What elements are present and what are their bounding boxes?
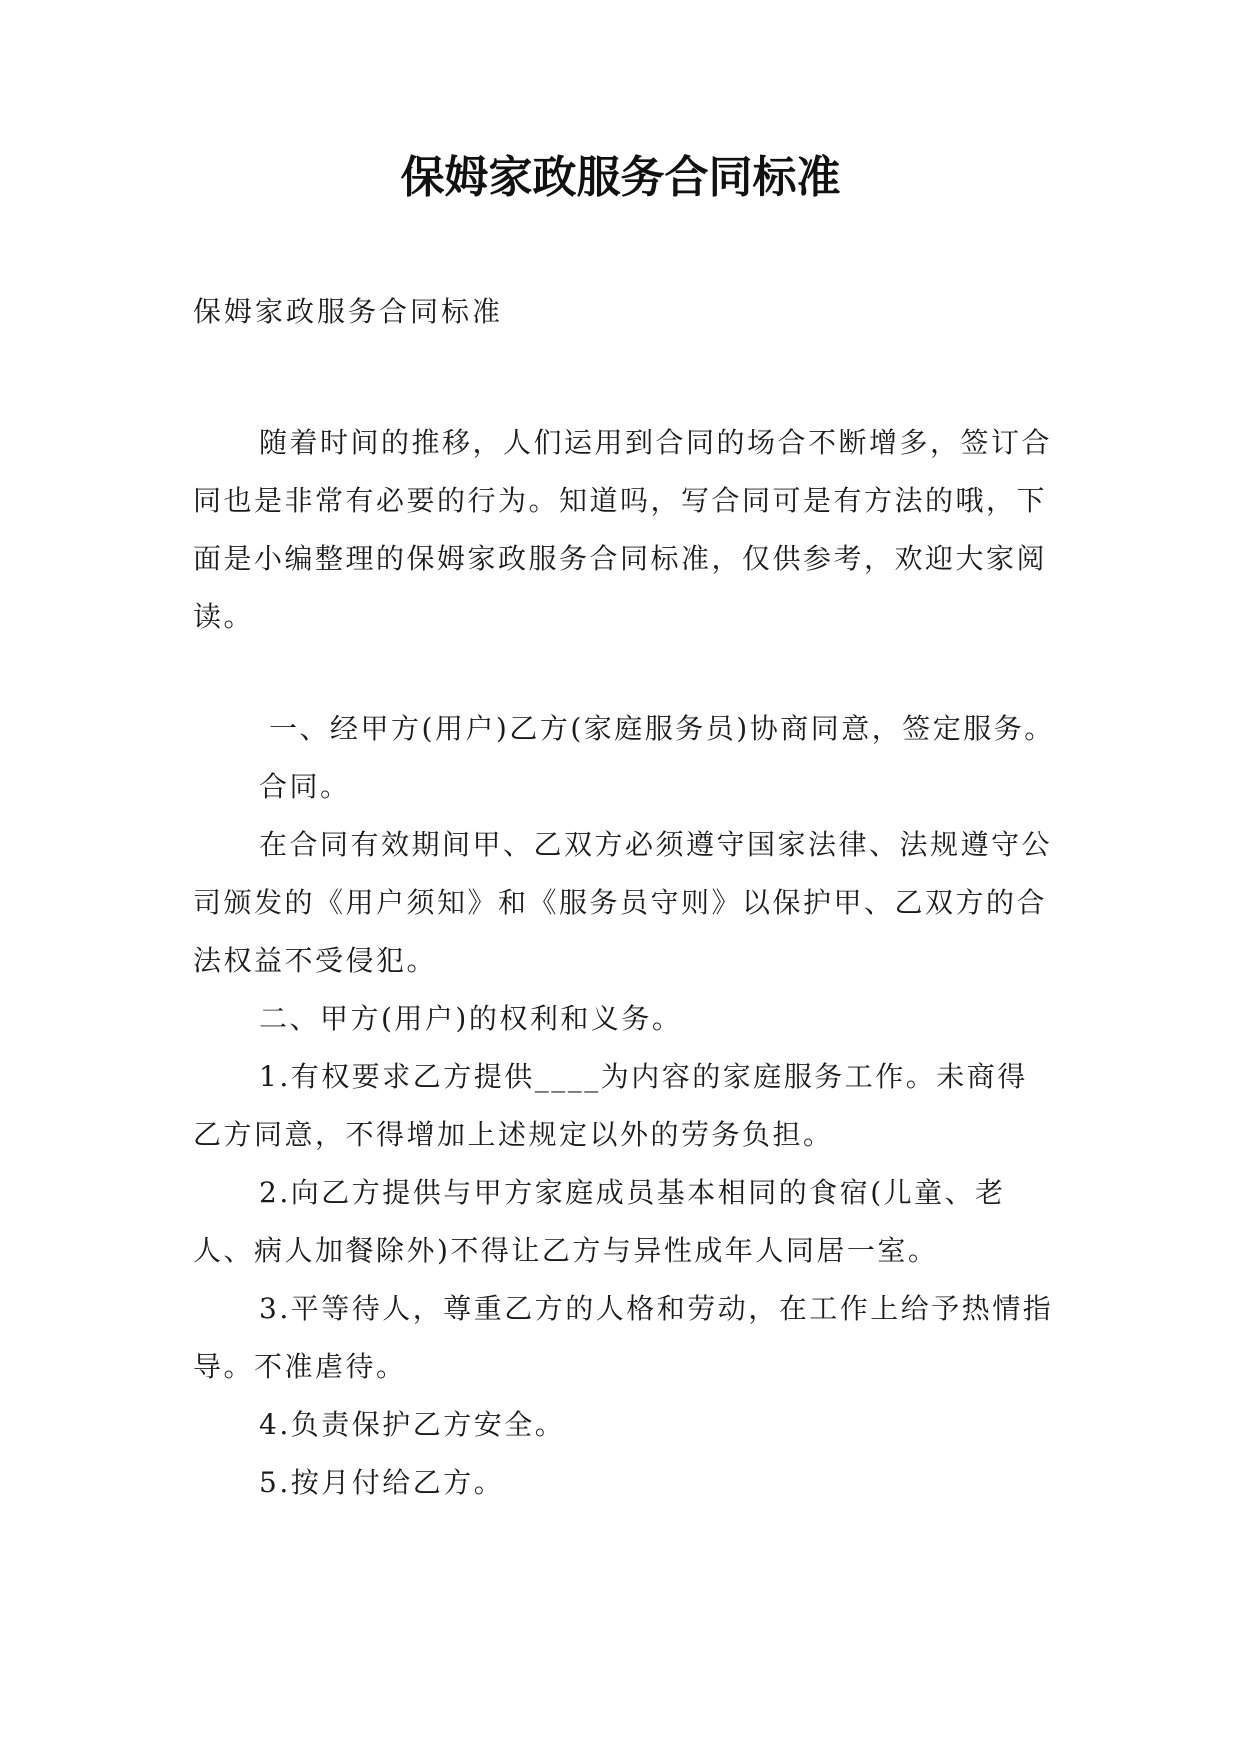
document-title: 保姆家政服务合同标准 [400, 152, 841, 203]
clause-item: 5.按月付给乙方。 [259, 1466, 505, 1499]
section-heading: 二、甲方(用户)的权利和义务。 [259, 1002, 683, 1035]
clause-item: 4.负责保护乙方安全。 [259, 1408, 566, 1441]
clause-item: 3.平等待人，尊重乙方的人格和劳动，在工作上给予热情指导。不准虐待。 [193, 1292, 1054, 1383]
clause-item: 2.向乙方提供与甲方家庭成员基本相同的食宿(儿童、老人、病人加餐除外)不得让乙方与异性成年人同居一室。 [193, 1176, 1006, 1267]
clause-item: 1.有权要求乙方提供____为内容的家庭服务工作。未商得乙方同意，不得增加上述规定以外的劳务负担。 [193, 1060, 1028, 1151]
clause-paragraph: 在合同有效期间甲、乙双方必须遵守国家法律、法规遵守公司颁发的《用户须知》和《服务员守则》以保护甲、乙双方的合法权益不受侵犯。 [193, 828, 1053, 977]
intro-paragraph: 随着时间的推移，人们运用到合同的场合不断增多，签订合同也是非常有必要的行为。知道吗，写合同可是有方法的哦，下面是小编整理的保姆家政服务合同标准，仅供参考，欢迎大家阅读。 [193, 426, 1053, 633]
clause-paragraph: 合同。 [259, 770, 351, 803]
contract-body [193, 700, 1055, 1512]
clause-paragraph: 一、经甲方(用户)乙方(家庭服务员)协商同意，签定服务。 [269, 712, 1055, 745]
document-subtitle: 保姆家政服务合同标准 [193, 295, 504, 328]
